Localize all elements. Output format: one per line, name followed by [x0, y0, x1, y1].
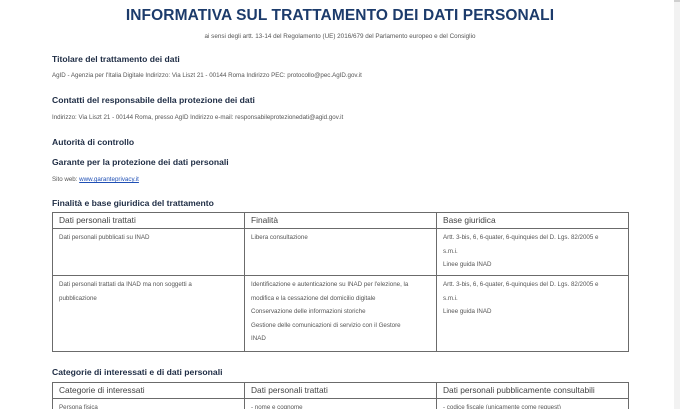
cell-line: INAD: [251, 335, 266, 342]
garante-text: [52, 176, 139, 183]
finalita-table: [52, 212, 629, 352]
finalita-heading: Finalità e base giuridica del trattamento: [52, 198, 214, 208]
dpo-text: Indirizzo: Via Liszt 21 - 00144 Roma, presso AgID Indirizzo e-mail: responsabileprotezionedati@agid.gov.it: [52, 114, 344, 121]
table-row: [53, 399, 629, 409]
table-cell: [245, 276, 437, 352]
categorie-table-header-row: [53, 383, 629, 399]
finalita-col-finalita: Finalità: [245, 213, 437, 229]
table-cell: - nome e cognome: [245, 399, 437, 409]
finalita-col-dati: Dati personali trattati: [53, 213, 245, 229]
dpo-heading: Contatti del responsabile della protezione dei dati: [52, 95, 255, 105]
cell-line: Artt. 3-bis, 6, 6-quater, 6-quinquies del D. Lgs. 82/2005 e: [443, 281, 599, 288]
categorie-col-dati: Dati personali trattati: [245, 383, 437, 399]
cell-line: pubblicazione: [59, 294, 97, 302]
autorita-heading: Autorità di controllo: [52, 137, 135, 147]
table-cell: [437, 229, 629, 276]
finalita-col-base: Base giuridica: [437, 213, 629, 229]
garante-site-link[interactable]: www.garanteprivacy.it: [79, 176, 139, 183]
garante-site-label: Sito web:: [52, 176, 80, 183]
table-cell: [53, 276, 245, 352]
categorie-col-interessati: Categorie di interessati: [53, 383, 245, 399]
cell-line: Linee guida INAD: [443, 308, 492, 315]
categorie-col-consultabili: Dati personali pubblicamente consultabili: [437, 383, 629, 399]
cell-line: Artt. 3-bis, 6, 6-quater, 6-quinquies del D. Lgs. 82/2005 e: [443, 234, 599, 241]
table-cell: [437, 276, 629, 352]
page-subtitle: ai sensi degli artt. 13-14 del Regolamento (UE) 2016/679 del Parlamento europeo e del Consiglio: [204, 33, 476, 40]
cell-line: Gestione delle comunicazioni di servizio con il Gestore: [251, 321, 401, 329]
table-row: [53, 229, 629, 276]
table-row: [53, 276, 629, 352]
cell-line: Dati personali trattati da INAD ma non soggetti a: [59, 281, 192, 288]
table-cell: Persona fisica: [53, 399, 245, 409]
cell-line: s.m.i.: [443, 294, 458, 302]
cell-line: modifica e la cessazione del domicilio digitale: [251, 294, 376, 302]
cell-line: s.m.i.: [443, 247, 458, 255]
scrollbar-thumb[interactable]: [674, 0, 680, 2]
categorie-table: [52, 382, 629, 409]
titolare-text: AgID - Agenzia per l'Italia Digitale Indirizzo: Via Liszt 21 - 00144 Roma Indirizzo PEC: protocollo@pec.AgID.gov.it: [52, 72, 362, 79]
cell-line: Dati personali pubblicati su INAD: [59, 234, 150, 241]
cell-line: Linee guida INAD: [443, 261, 492, 268]
cell-line: Identificazione e autenticazione su INAD per l'elezione, la: [251, 281, 409, 288]
page-title: INFORMATIVA SUL TRATTAMENTO DEI DATI PERSONALI: [125, 7, 555, 24]
garante-heading: Garante per la protezione dei dati personali: [52, 157, 229, 167]
table-cell: [245, 229, 437, 276]
cell-line: Conservazione delle informazioni storiche: [251, 308, 366, 315]
categorie-heading: Categorie di interessati e di dati personali: [52, 367, 223, 377]
table-cell: - codice fiscale (unicamente come request): [437, 399, 629, 409]
titolare-heading: Titolare del trattamento dei dati: [52, 54, 180, 64]
scrollbar-track[interactable]: [674, 0, 680, 409]
cell-line: Libera consultazione: [251, 234, 308, 241]
table-cell: [53, 229, 245, 276]
finalita-table-header-row: [53, 213, 629, 229]
